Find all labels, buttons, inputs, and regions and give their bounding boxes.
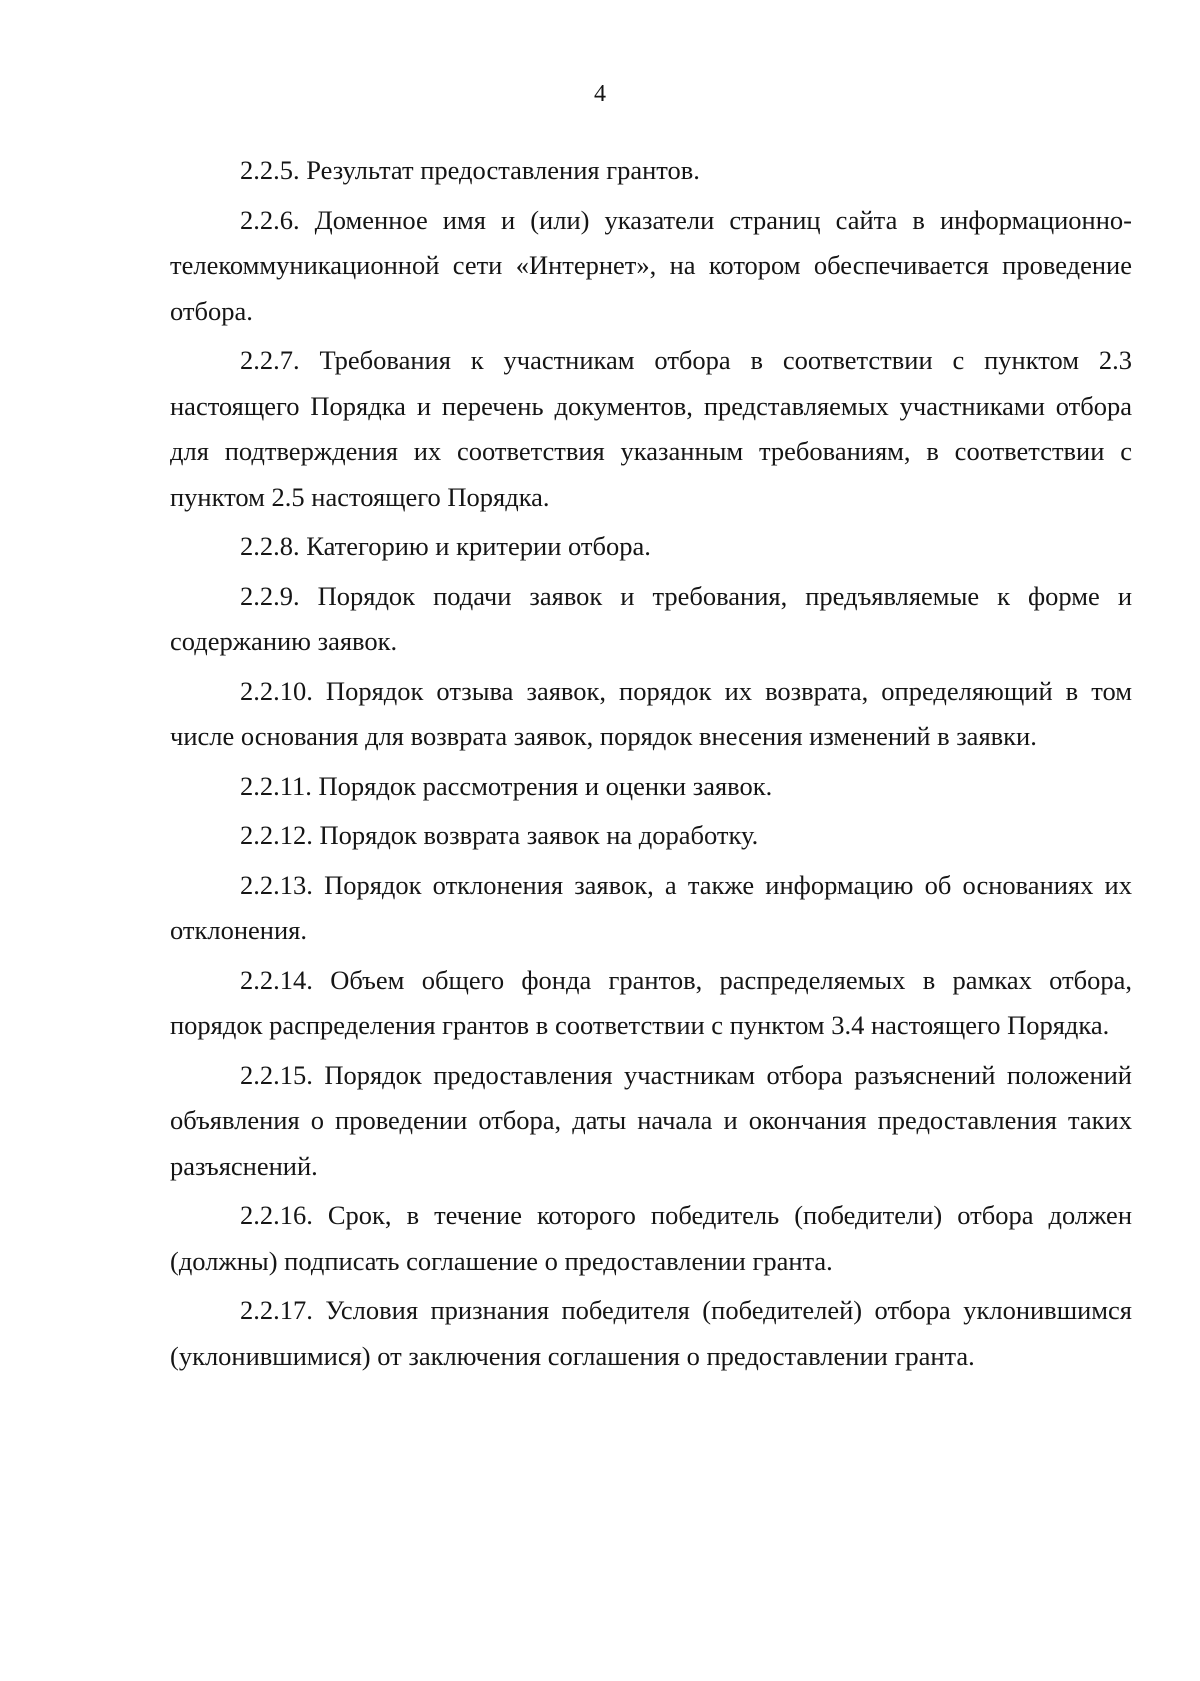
paragraph-2-2-16: 2.2.16. Срок, в течение которого победитель (победители) отбора должен (должны) подписать соглашение о предоставлении гранта.	[170, 1200, 1132, 1276]
document-body	[170, 148, 1132, 1379]
paragraph-2-2-14: 2.2.14. Объем общего фонда грантов, распределяемых в рамках отбора, порядок распределения грантов в соответствии с пунктом 3.4 настоящего Порядка.	[170, 964, 1132, 1040]
paragraph-2-2-11: 2.2.11. Порядок рассмотрения и оценки заявок.	[240, 770, 773, 801]
paragraph-2-2-7: 2.2.7. Требования к участникам отбора в соответствии с пунктом 2.3 настоящего Порядка и перечень документов, представляемых участниками отбора для подтверждения их соответствия указанным требованиям, в соответствии с пунктом 2.5 настоящего Порядка.	[170, 345, 1132, 512]
paragraph-2-2-10: 2.2.10. Порядок отзыва заявок, порядок их возврата, определяющий в том числе основания для возврата заявок, порядок внесения изменений в заявки.	[170, 675, 1132, 751]
paragraph-2-2-5: 2.2.5. Результат предоставления грантов.	[240, 155, 700, 185]
paragraph-2-2-15: 2.2.15. Порядок предоставления участникам отбора разъяснений положений объявления о проведении отбора, даты начала и окончания предоставления таких разъяснений.	[170, 1059, 1132, 1181]
paragraph-2-2-12: 2.2.12. Порядок возврата заявок на доработку.	[240, 820, 759, 850]
paragraph-2-2-8: 2.2.8. Категорию и критерии отбора.	[240, 531, 651, 561]
paragraph-2-2-6: 2.2.6. Доменное имя и (или) указатели страниц сайта в информационно-телекоммуникационной сети «Интернет», на котором обеспечивается проведение отбора.	[170, 204, 1132, 326]
paragraph-2-2-9: 2.2.9. Порядок подачи заявок и требования, предъявляемые к форме и содержанию заявок.	[170, 580, 1132, 656]
paragraph-2-2-13: 2.2.13. Порядок отклонения заявок, а также информацию об основаниях их отклонения.	[170, 869, 1132, 945]
paragraph-2-2-17: 2.2.17. Условия признания победителя (победителей) отбора уклонившимся (уклонившимися) от заключения соглашения о предоставлении гранта.	[170, 1295, 1132, 1371]
page-number: 4	[594, 81, 606, 107]
